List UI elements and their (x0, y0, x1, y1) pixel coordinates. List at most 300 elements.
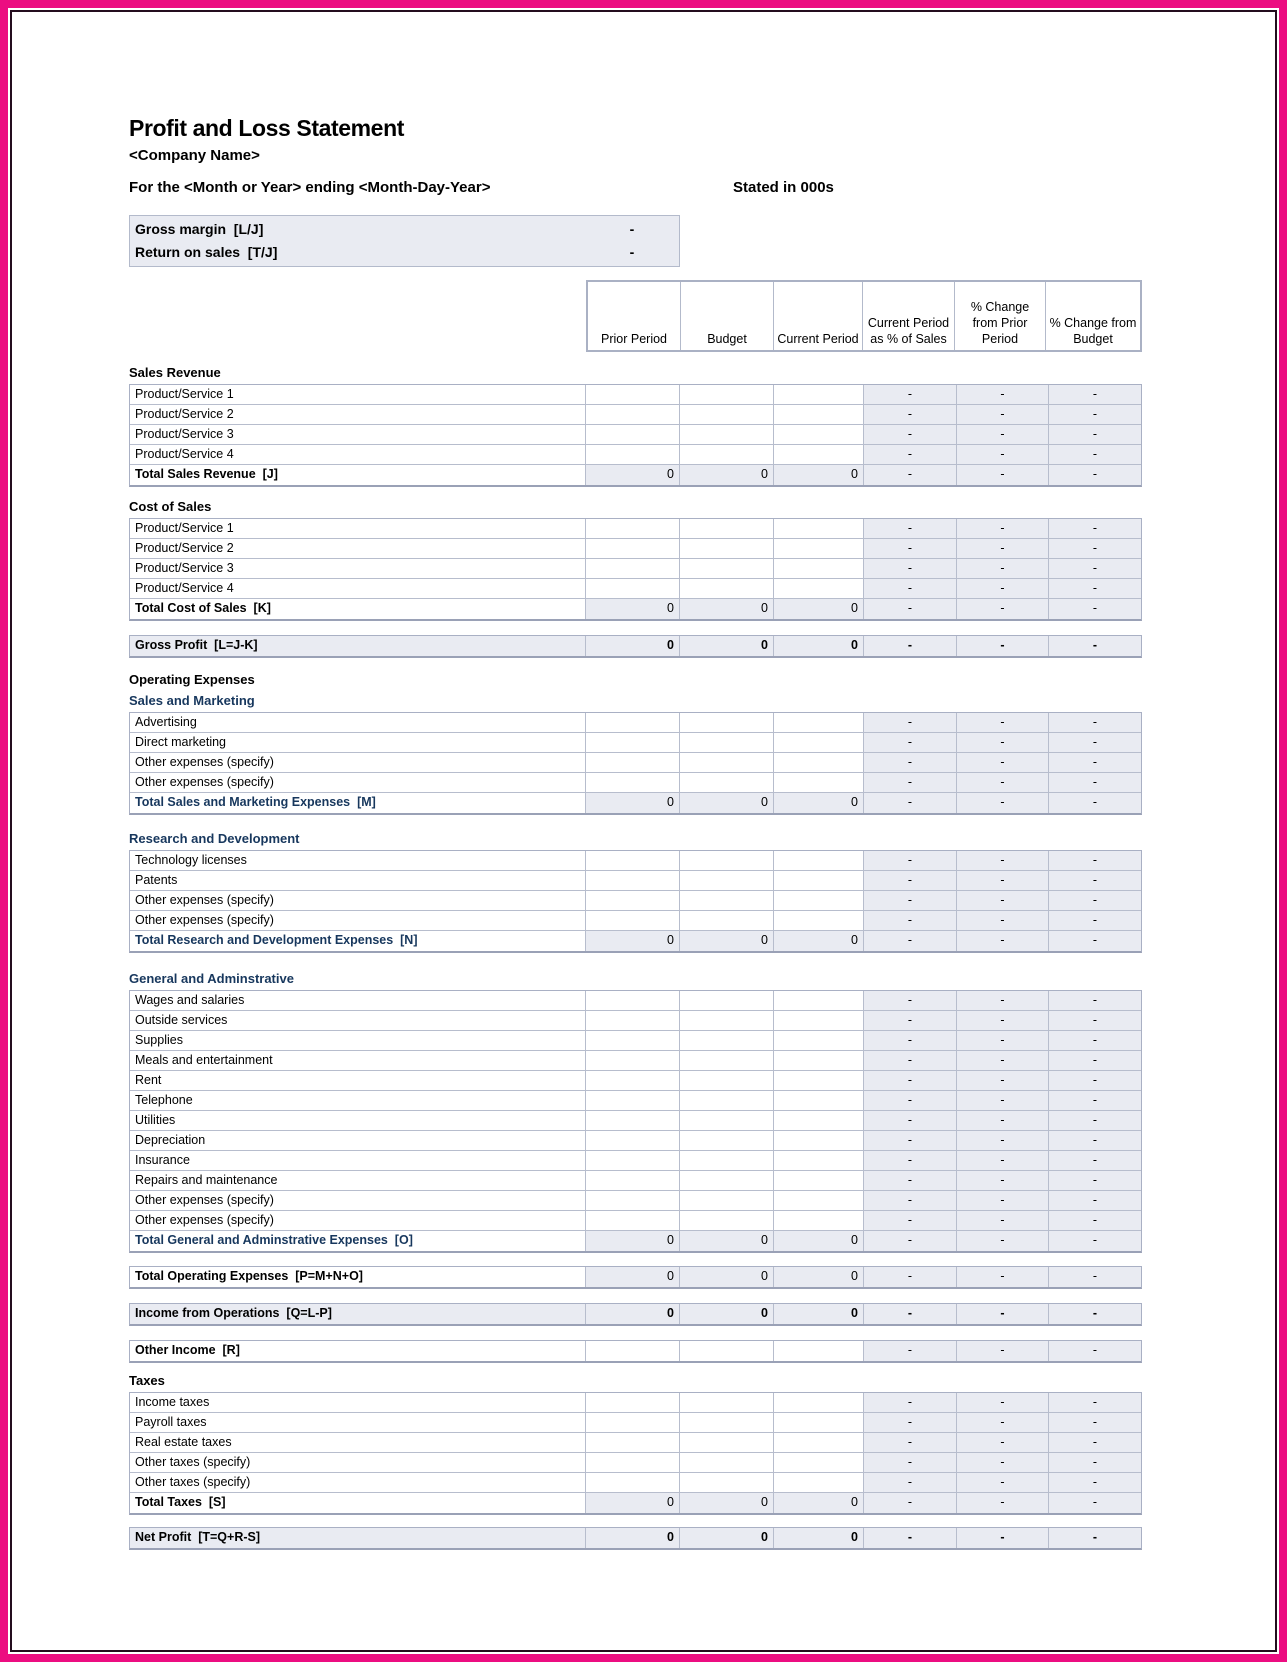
page-content (8, 8, 1279, 1550)
value-cell: 0 (586, 1304, 680, 1324)
column-headers-row (586, 280, 1142, 352)
value-cell: - (957, 991, 1049, 1011)
value-cell: - (957, 1191, 1049, 1211)
value-cell: 0 (586, 931, 680, 951)
page-title: Profit and Loss Statement (129, 115, 404, 141)
value-cell (774, 1211, 864, 1231)
value-cell: - (1049, 1131, 1141, 1151)
ratio-label: Return on sales [T/J] (135, 244, 278, 260)
value-cell (680, 891, 774, 911)
value-cell (680, 385, 774, 405)
table-row (130, 1267, 1141, 1287)
value-cell (680, 713, 774, 733)
row-label: Insurance (130, 1151, 586, 1171)
row-label: Product/Service 4 (130, 445, 586, 465)
value-cell: - (957, 1051, 1049, 1071)
value-cell (774, 425, 864, 445)
value-cell: - (1049, 539, 1141, 559)
ratio-summary-box (129, 215, 680, 267)
value-cell: - (957, 1071, 1049, 1091)
value-cell (586, 1211, 680, 1231)
value-cell: - (1049, 1528, 1141, 1548)
value-cell: - (1049, 733, 1141, 753)
value-cell: 0 (586, 1528, 680, 1548)
value-cell: - (957, 1413, 1049, 1433)
row-label: Total General and Adminstrative Expenses [O] (130, 1231, 586, 1251)
value-cell: - (864, 1151, 957, 1171)
value-cell: - (957, 1211, 1049, 1231)
table-row (130, 405, 1141, 425)
section-heading: Research and Development (129, 831, 300, 846)
table-row (130, 991, 1141, 1011)
value-cell: - (957, 753, 1049, 773)
table-row (130, 1304, 1141, 1324)
value-cell: - (957, 1031, 1049, 1051)
row-label: Depreciation (130, 1131, 586, 1151)
statement-blocks (129, 363, 1279, 1550)
statement-table (129, 635, 1142, 658)
value-cell: - (957, 1528, 1049, 1548)
value-cell (774, 385, 864, 405)
row-label: Total Taxes [S] (130, 1493, 586, 1513)
value-cell (586, 851, 680, 871)
value-cell (680, 445, 774, 465)
value-cell: - (864, 559, 957, 579)
statement-table (129, 384, 1142, 487)
value-cell (774, 1341, 864, 1361)
value-cell (586, 559, 680, 579)
value-cell: - (957, 911, 1049, 931)
statement-table (129, 518, 1142, 621)
column-header: Current Period as % of Sales (863, 282, 955, 350)
row-label: Real estate taxes (130, 1433, 586, 1453)
value-cell (774, 1433, 864, 1453)
value-cell: - (1049, 1267, 1141, 1287)
value-cell: - (864, 1413, 957, 1433)
value-cell (774, 871, 864, 891)
value-cell (680, 911, 774, 931)
row-label: Rent (130, 1071, 586, 1091)
value-cell: - (1049, 891, 1141, 911)
value-cell (774, 559, 864, 579)
value-cell: - (957, 1493, 1049, 1513)
value-cell: 0 (680, 793, 774, 813)
value-cell: - (1049, 911, 1141, 931)
value-cell: - (1049, 1433, 1141, 1453)
value-cell: 0 (586, 599, 680, 619)
value-cell (680, 559, 774, 579)
value-cell: - (864, 1433, 957, 1453)
value-cell: - (957, 539, 1049, 559)
value-cell: - (864, 891, 957, 911)
value-cell: - (864, 1011, 957, 1031)
value-cell (680, 733, 774, 753)
value-cell (774, 405, 864, 425)
column-header: Current Period (774, 282, 863, 350)
table-row (130, 753, 1141, 773)
table-row (130, 1493, 1141, 1513)
value-cell: 0 (774, 1231, 864, 1251)
value-cell (774, 1031, 864, 1051)
value-cell: - (957, 871, 1049, 891)
value-cell (680, 1191, 774, 1211)
value-cell: - (957, 519, 1049, 539)
value-cell: - (1049, 519, 1141, 539)
value-cell (680, 405, 774, 425)
value-cell: 0 (586, 1267, 680, 1287)
value-cell: 0 (680, 1528, 774, 1548)
row-label: Other taxes (specify) (130, 1473, 586, 1493)
value-cell (586, 1011, 680, 1031)
statement-block (129, 829, 1279, 953)
value-cell: - (957, 713, 1049, 733)
value-cell (774, 1473, 864, 1493)
table-row (130, 1071, 1141, 1091)
value-cell: - (864, 1493, 957, 1513)
table-row (130, 871, 1141, 891)
value-cell (586, 1171, 680, 1191)
row-label: Income taxes (130, 1393, 586, 1413)
table-row (130, 519, 1141, 539)
row-label: Total Sales and Marketing Expenses [M] (130, 793, 586, 813)
value-cell (774, 911, 864, 931)
value-cell: - (1049, 1111, 1141, 1131)
value-cell: - (1049, 465, 1141, 485)
value-cell (774, 891, 864, 911)
value-cell: - (864, 599, 957, 619)
table-row (130, 465, 1141, 485)
value-cell: - (1049, 1031, 1141, 1051)
value-cell (586, 1413, 680, 1433)
ratio-label: Gross margin [L/J] (135, 221, 264, 237)
value-cell (774, 851, 864, 871)
table-row (130, 911, 1141, 931)
row-label: Other expenses (specify) (130, 911, 586, 931)
row-label: Repairs and maintenance (130, 1171, 586, 1191)
value-cell: 0 (680, 465, 774, 485)
value-cell (586, 1131, 680, 1151)
value-cell: - (957, 851, 1049, 871)
row-label: Other expenses (specify) (130, 753, 586, 773)
table-row (130, 1011, 1141, 1031)
row-label: Advertising (130, 713, 586, 733)
row-label: Supplies (130, 1031, 586, 1051)
value-cell: - (957, 559, 1049, 579)
table-row (130, 851, 1141, 871)
value-cell: - (957, 1393, 1049, 1413)
row-label: Product/Service 2 (130, 405, 586, 425)
value-cell (586, 1453, 680, 1473)
period-row (129, 178, 1279, 197)
value-cell: - (1049, 1011, 1141, 1031)
value-cell: - (1049, 931, 1141, 951)
value-cell: - (957, 579, 1049, 599)
value-cell (680, 1341, 774, 1361)
value-cell (774, 773, 864, 793)
row-label: Wages and salaries (130, 991, 586, 1011)
table-row (130, 891, 1141, 911)
statement-table (129, 1392, 1142, 1515)
statement-table (129, 990, 1142, 1253)
value-cell (680, 1413, 774, 1433)
value-cell (586, 713, 680, 733)
statement-block (129, 1371, 1279, 1515)
table-row (130, 1151, 1141, 1171)
value-cell: - (864, 773, 957, 793)
value-cell (680, 1031, 774, 1051)
value-cell: - (864, 753, 957, 773)
value-cell: - (864, 871, 957, 891)
value-cell (680, 1151, 774, 1171)
statement-table (129, 1527, 1142, 1550)
value-cell: - (957, 385, 1049, 405)
value-cell (586, 445, 680, 465)
row-label: Outside services (130, 1011, 586, 1031)
statement-block (129, 1266, 1279, 1289)
value-cell (680, 1433, 774, 1453)
value-cell: - (864, 733, 957, 753)
value-cell (586, 891, 680, 911)
value-cell: - (864, 931, 957, 951)
value-cell (774, 1393, 864, 1413)
value-cell (586, 405, 680, 425)
table-row (130, 1031, 1141, 1051)
value-cell: - (1049, 1413, 1141, 1433)
value-cell: - (957, 733, 1049, 753)
value-cell: - (957, 405, 1049, 425)
value-cell: - (864, 465, 957, 485)
value-cell (774, 1051, 864, 1071)
value-cell (586, 1111, 680, 1131)
table-row (130, 1341, 1141, 1361)
value-cell: 0 (680, 599, 774, 619)
table-row (130, 425, 1141, 445)
value-cell: - (1049, 851, 1141, 871)
ratio-value: - (629, 221, 635, 237)
value-cell: 0 (586, 1493, 680, 1513)
row-label: Technology licenses (130, 851, 586, 871)
value-cell (680, 773, 774, 793)
table-row (130, 1453, 1141, 1473)
value-cell (774, 1413, 864, 1433)
statement-table (129, 850, 1142, 953)
value-cell (680, 1011, 774, 1031)
value-cell (680, 851, 774, 871)
value-cell (774, 579, 864, 599)
value-cell: 0 (774, 1304, 864, 1324)
value-cell: - (864, 1031, 957, 1051)
value-cell: - (957, 1341, 1049, 1361)
value-cell (774, 519, 864, 539)
stated-in-label: Stated in 000s (733, 179, 834, 196)
table-row (130, 539, 1141, 559)
value-cell (586, 1191, 680, 1211)
value-cell (586, 519, 680, 539)
value-cell: 0 (680, 931, 774, 951)
value-cell (586, 1473, 680, 1493)
column-header: Budget (681, 282, 774, 350)
value-cell: - (864, 1071, 957, 1091)
value-cell: - (1049, 753, 1141, 773)
value-cell: - (1049, 1473, 1141, 1493)
statement-block (129, 1527, 1279, 1550)
row-label: Product/Service 4 (130, 579, 586, 599)
value-cell (774, 753, 864, 773)
row-label: Utilities (130, 1111, 586, 1131)
statement-block (129, 1340, 1279, 1363)
value-cell (586, 385, 680, 405)
value-cell: - (1049, 871, 1141, 891)
value-cell: - (1049, 579, 1141, 599)
row-label: Total Sales Revenue [J] (130, 465, 586, 485)
value-cell: - (864, 1453, 957, 1473)
value-cell: 0 (774, 793, 864, 813)
row-label: Gross Profit [L=J-K] (130, 636, 586, 656)
value-cell: 0 (774, 1493, 864, 1513)
value-cell (774, 1091, 864, 1111)
value-cell: - (1049, 713, 1141, 733)
value-cell: - (957, 1091, 1049, 1111)
table-row (130, 1111, 1141, 1131)
value-cell: - (1049, 1341, 1141, 1361)
table-row (130, 1131, 1141, 1151)
row-label: Product/Service 2 (130, 539, 586, 559)
value-cell: - (864, 636, 957, 656)
value-cell: - (1049, 1453, 1141, 1473)
value-cell: - (1049, 1304, 1141, 1324)
value-cell: - (864, 851, 957, 871)
table-row (130, 385, 1141, 405)
period-line: For the <Month or Year> ending <Month-Day-Year> (129, 179, 491, 196)
table-row (130, 636, 1141, 656)
value-cell (586, 911, 680, 931)
value-cell (774, 1011, 864, 1031)
value-cell (586, 753, 680, 773)
row-label: Total Research and Development Expenses [N] (130, 931, 586, 951)
value-cell (586, 1071, 680, 1091)
ratio-value: - (629, 244, 635, 260)
table-row (130, 931, 1141, 951)
value-cell (680, 1453, 774, 1473)
row-label: Other expenses (specify) (130, 773, 586, 793)
table-row (130, 713, 1141, 733)
row-label: Other expenses (specify) (130, 891, 586, 911)
row-label: Other expenses (specify) (130, 1211, 586, 1231)
value-cell: - (957, 1011, 1049, 1031)
row-label: Income from Operations [Q=L-P] (130, 1304, 586, 1324)
value-cell: 0 (774, 1528, 864, 1548)
table-row (130, 1191, 1141, 1211)
value-cell: 0 (774, 465, 864, 485)
value-cell (586, 1393, 680, 1413)
value-cell: - (864, 579, 957, 599)
value-cell: - (864, 1267, 957, 1287)
section-heading: Sales and Marketing (129, 693, 255, 708)
value-cell: - (864, 1091, 957, 1111)
value-cell: - (864, 1473, 957, 1493)
value-cell: - (1049, 445, 1141, 465)
table-row (130, 445, 1141, 465)
table-row (130, 1211, 1141, 1231)
value-cell (774, 1191, 864, 1211)
value-cell: - (1049, 599, 1141, 619)
value-cell (774, 733, 864, 753)
value-cell: - (1049, 425, 1141, 445)
value-cell: - (957, 445, 1049, 465)
value-cell: 0 (774, 636, 864, 656)
value-cell: - (957, 636, 1049, 656)
value-cell (586, 1091, 680, 1111)
value-cell (586, 1433, 680, 1453)
value-cell: 0 (586, 793, 680, 813)
value-cell: - (864, 911, 957, 931)
value-cell: 0 (680, 1493, 774, 1513)
row-label: Other taxes (specify) (130, 1453, 586, 1473)
value-cell: - (957, 1433, 1049, 1453)
value-cell: - (957, 465, 1049, 485)
statement-table (129, 1266, 1142, 1289)
value-cell: - (1049, 991, 1141, 1011)
value-cell: - (957, 1231, 1049, 1251)
table-row (130, 1393, 1141, 1413)
value-cell (774, 1453, 864, 1473)
statement-table (129, 1303, 1142, 1326)
value-cell (586, 1151, 680, 1171)
value-cell (586, 425, 680, 445)
value-cell (774, 539, 864, 559)
table-row (130, 559, 1141, 579)
statement-table (129, 1340, 1142, 1363)
value-cell: - (957, 1473, 1049, 1493)
value-cell (586, 1031, 680, 1051)
value-cell (680, 1091, 774, 1111)
statement-block (129, 969, 1279, 1253)
ratio-row (130, 218, 679, 241)
table-row (130, 733, 1141, 753)
value-cell: 0 (586, 1231, 680, 1251)
row-label: Other Income [R] (130, 1341, 586, 1361)
value-cell (680, 1071, 774, 1091)
row-label: Net Profit [T=Q+R-S] (130, 1528, 586, 1548)
value-cell: 0 (774, 1267, 864, 1287)
statement-table (129, 712, 1142, 815)
value-cell: 0 (680, 1304, 774, 1324)
value-cell: 0 (586, 465, 680, 485)
value-cell: - (1049, 773, 1141, 793)
value-cell: - (957, 1171, 1049, 1191)
value-cell: - (864, 445, 957, 465)
statement-block (129, 1303, 1279, 1326)
row-label: Product/Service 1 (130, 519, 586, 539)
value-cell: - (864, 793, 957, 813)
value-cell: - (957, 1453, 1049, 1473)
statement-block (129, 363, 1279, 487)
table-row (130, 1433, 1141, 1453)
value-cell: - (1049, 385, 1141, 405)
row-label: Patents (130, 871, 586, 891)
value-cell: - (864, 539, 957, 559)
row-label: Other expenses (specify) (130, 1191, 586, 1211)
value-cell: - (957, 1131, 1049, 1151)
column-header: % Change from Budget (1049, 316, 1137, 346)
table-row (130, 1528, 1141, 1548)
row-label: Product/Service 1 (130, 385, 586, 405)
value-cell: - (864, 1111, 957, 1131)
table-row (130, 579, 1141, 599)
value-cell: - (1049, 1071, 1141, 1091)
value-cell: - (957, 931, 1049, 951)
value-cell: - (957, 425, 1049, 445)
